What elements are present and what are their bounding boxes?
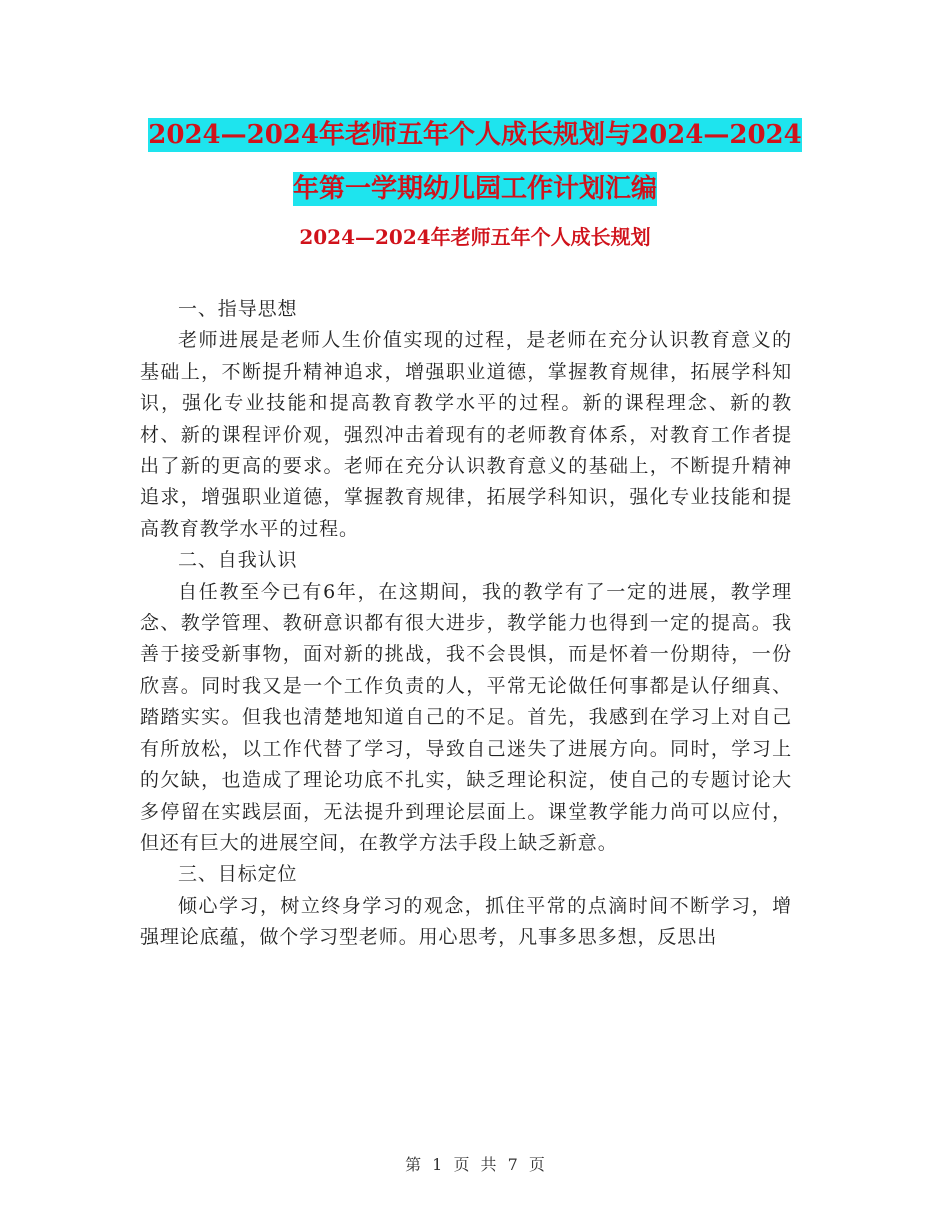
document-title <box>140 108 810 216</box>
paragraph-guiding-ideology: 老师进展是老师人生价值实现的过程，是老师在充分认识教育意义的基础上，不断提升精神追求，增强职业道德，掌握教育规律，拓展学科知识，强化专业技能和提高教育教学水平的过程。新的课程理念、新的教材、新的课程评价观，强烈冲击着现有的老师教育体系，对教育工作者提出了新的更高的要求。老师在充分认识教育意义的基础上，不断提升精神追求，增强职业道德，掌握教育规律，拓展学科知识，强化专业技能和提高教育教学水平的过程。 <box>140 329 792 540</box>
paragraph-self-recognition: 自任教至今已有6年，在这期间，我的教学有了一定的进展，教学理念、教学管理、教研意识都有很大进步，教学能力也得到一定的提高。我善于接受新事物，面对新的挑战，我不会畏惧，而是怀着一份期待，一份欣喜。同时我又是一个工作负责的人，平常无论做任何事都是认仔细真、踏踏实实。但我也清楚地知道自己的不足。首先，我感到在学习上对自己有所放松，以工作代替了学习，导致自己迷失了进展方向。同时，学习上的欠缺，也造成了理论功底不扎实，缺乏理论积淀，使自己的专题讨论大多停留在实践层面，无法提升到理论层面上。课堂教学能力尚可以应付，但还有巨大的进展空间，在教学方法手段上缺乏新意。 <box>140 580 792 854</box>
paragraph-goal-positioning: 倾心学习，树立终身学习的观念，抓住平常的点滴时间不断学习，增强理论底蕴，做个学习型老师。用心思考，凡事多思多想，反思出 <box>140 894 792 949</box>
page-footer: 第 1 页 共 7 页 <box>405 1155 545 1174</box>
document-body <box>140 294 792 954</box>
document-title-highlight: 2024—2024年老师五年个人成长规划与2024—2024年第一学期幼儿园工作计划汇编 <box>148 120 802 204</box>
heading-goal-positioning: 三、目标定位 <box>178 863 298 886</box>
section-title: 2024—2024年老师五年个人成长规划 <box>299 225 651 249</box>
heading-self-recognition: 二、自我认识 <box>178 549 298 572</box>
heading-guiding-ideology: 一、指导思想 <box>178 298 298 320</box>
